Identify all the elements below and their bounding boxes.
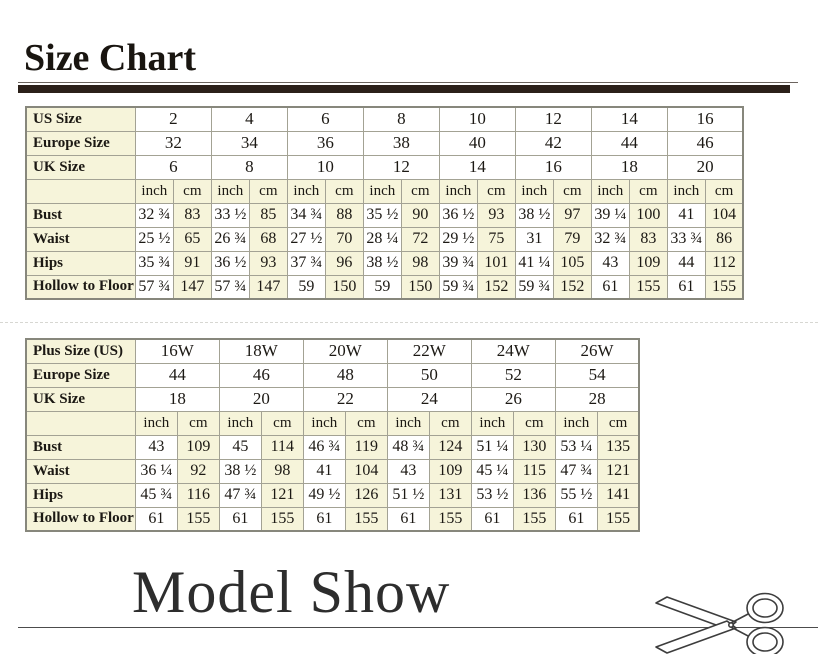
size-cell: 12 xyxy=(515,107,591,131)
unit-cm-cell: cm xyxy=(705,179,743,203)
size-row xyxy=(26,387,639,411)
inch-value-cell: 61 xyxy=(303,507,345,531)
unit-cm-cell: cm xyxy=(477,179,515,203)
size-cell: 34 xyxy=(211,131,287,155)
unit-inch-cell: inch xyxy=(135,179,173,203)
inch-value-cell: 55 ½ xyxy=(555,483,597,507)
size-cell: 42 xyxy=(515,131,591,155)
cm-value-cell: 121 xyxy=(597,459,639,483)
inch-value-cell: 39 ¾ xyxy=(439,251,477,275)
cm-value-cell: 155 xyxy=(597,507,639,531)
inch-value-cell: 57 ¾ xyxy=(135,275,173,299)
cm-value-cell: 65 xyxy=(173,227,211,251)
inch-value-cell: 45 xyxy=(219,435,261,459)
unit-cm-cell: cm xyxy=(401,179,439,203)
row-label: UK Size xyxy=(26,387,135,411)
unit-cm-cell: cm xyxy=(553,179,591,203)
size-cell: 32 xyxy=(135,131,211,155)
title-thick-rule xyxy=(18,85,790,93)
size-cell: 36 xyxy=(287,131,363,155)
size-cell: 44 xyxy=(591,131,667,155)
cm-value-cell: 147 xyxy=(249,275,287,299)
inch-value-cell: 61 xyxy=(135,507,177,531)
size-cell: 10 xyxy=(287,155,363,179)
measure-row xyxy=(26,483,639,507)
page-title: Size Chart xyxy=(24,37,197,79)
inch-value-cell: 59 ¾ xyxy=(515,275,553,299)
inch-value-cell: 61 xyxy=(387,507,429,531)
unit-row xyxy=(26,411,639,435)
cm-value-cell: 152 xyxy=(477,275,515,299)
size-cell: 44 xyxy=(135,363,219,387)
inch-value-cell: 32 ¾ xyxy=(135,203,173,227)
inch-value-cell: 47 ¾ xyxy=(555,459,597,483)
size-cell: 16W xyxy=(135,339,219,363)
size-cell: 14 xyxy=(591,107,667,131)
cm-value-cell: 155 xyxy=(629,275,667,299)
inch-value-cell: 46 ¾ xyxy=(303,435,345,459)
inch-value-cell: 31 xyxy=(515,227,553,251)
cm-value-cell: 92 xyxy=(177,459,219,483)
size-cell: 8 xyxy=(363,107,439,131)
inch-value-cell: 45 ¼ xyxy=(471,459,513,483)
row-label xyxy=(26,179,135,203)
unit-inch-cell: inch xyxy=(303,411,345,435)
unit-inch-cell: inch xyxy=(515,179,553,203)
inch-value-cell: 59 xyxy=(287,275,325,299)
inch-value-cell: 39 ¼ xyxy=(591,203,629,227)
inch-value-cell: 53 ½ xyxy=(471,483,513,507)
cm-value-cell: 86 xyxy=(705,227,743,251)
cm-value-cell: 150 xyxy=(401,275,439,299)
measure-row xyxy=(26,459,639,483)
size-cell: 26 xyxy=(471,387,555,411)
cm-value-cell: 105 xyxy=(553,251,591,275)
inch-value-cell: 61 xyxy=(471,507,513,531)
size-cell: 18 xyxy=(591,155,667,179)
inch-value-cell: 51 ¼ xyxy=(471,435,513,459)
size-cell: 22W xyxy=(387,339,471,363)
measure-row xyxy=(26,275,743,299)
unit-cm-cell: cm xyxy=(429,411,471,435)
size-row xyxy=(26,131,743,155)
size-cell: 12 xyxy=(363,155,439,179)
inch-value-cell: 28 ¼ xyxy=(363,227,401,251)
cm-value-cell: 98 xyxy=(401,251,439,275)
scissors-icon xyxy=(652,592,802,654)
inch-value-cell: 57 ¾ xyxy=(211,275,249,299)
unit-row xyxy=(26,179,743,203)
plus-size-table xyxy=(25,338,640,532)
row-label: Europe Size xyxy=(26,131,135,155)
size-cell: 16 xyxy=(667,107,743,131)
size-cell: 8 xyxy=(211,155,287,179)
cm-value-cell: 152 xyxy=(553,275,591,299)
cm-value-cell: 141 xyxy=(597,483,639,507)
cm-value-cell: 135 xyxy=(597,435,639,459)
unit-inch-cell: inch xyxy=(471,411,513,435)
size-cell: 54 xyxy=(555,363,639,387)
inch-value-cell: 36 ¼ xyxy=(135,459,177,483)
unit-cm-cell: cm xyxy=(261,411,303,435)
cm-value-cell: 130 xyxy=(513,435,555,459)
inch-value-cell: 51 ½ xyxy=(387,483,429,507)
unit-cm-cell: cm xyxy=(629,179,667,203)
inch-value-cell: 48 ¾ xyxy=(387,435,429,459)
cm-value-cell: 85 xyxy=(249,203,287,227)
cm-value-cell: 109 xyxy=(629,251,667,275)
cm-value-cell: 96 xyxy=(325,251,363,275)
unit-cm-cell: cm xyxy=(513,411,555,435)
inch-value-cell: 47 ¾ xyxy=(219,483,261,507)
row-label: Bust xyxy=(26,203,135,227)
measure-row xyxy=(26,251,743,275)
row-label: UK Size xyxy=(26,155,135,179)
unit-inch-cell: inch xyxy=(287,179,325,203)
inch-value-cell: 61 xyxy=(219,507,261,531)
cm-value-cell: 68 xyxy=(249,227,287,251)
cm-value-cell: 126 xyxy=(345,483,387,507)
row-label: US Size xyxy=(26,107,135,131)
size-cell: 52 xyxy=(471,363,555,387)
size-row xyxy=(26,155,743,179)
cm-value-cell: 101 xyxy=(477,251,515,275)
table-separator xyxy=(0,322,818,323)
model-show-title: Model Show xyxy=(132,559,451,625)
unit-cm-cell: cm xyxy=(177,411,219,435)
unit-inch-cell: inch xyxy=(439,179,477,203)
cm-value-cell: 115 xyxy=(513,459,555,483)
unit-inch-cell: inch xyxy=(363,179,401,203)
cm-value-cell: 114 xyxy=(261,435,303,459)
inch-value-cell: 45 ¾ xyxy=(135,483,177,507)
inch-value-cell: 32 ¾ xyxy=(591,227,629,251)
unit-cm-cell: cm xyxy=(345,411,387,435)
inch-value-cell: 25 ½ xyxy=(135,227,173,251)
cm-value-cell: 97 xyxy=(553,203,591,227)
size-cell: 20 xyxy=(219,387,303,411)
cm-value-cell: 136 xyxy=(513,483,555,507)
unit-cm-cell: cm xyxy=(597,411,639,435)
row-label: Europe Size xyxy=(26,363,135,387)
cm-value-cell: 147 xyxy=(173,275,211,299)
standard-size-table xyxy=(25,106,744,300)
inch-value-cell: 26 ¾ xyxy=(211,227,249,251)
size-cell: 50 xyxy=(387,363,471,387)
inch-value-cell: 41 xyxy=(303,459,345,483)
cm-value-cell: 91 xyxy=(173,251,211,275)
cm-value-cell: 72 xyxy=(401,227,439,251)
row-label: Hips xyxy=(26,483,135,507)
size-cell: 38 xyxy=(363,131,439,155)
size-cell: 46 xyxy=(667,131,743,155)
title-thin-rule xyxy=(18,82,798,83)
inch-value-cell: 36 ½ xyxy=(211,251,249,275)
cm-value-cell: 119 xyxy=(345,435,387,459)
size-cell: 10 xyxy=(439,107,515,131)
unit-cm-cell: cm xyxy=(325,179,363,203)
unit-cm-cell: cm xyxy=(173,179,211,203)
unit-inch-cell: inch xyxy=(555,411,597,435)
inch-value-cell: 61 xyxy=(667,275,705,299)
size-row xyxy=(26,363,639,387)
cm-value-cell: 155 xyxy=(705,275,743,299)
inch-value-cell: 43 xyxy=(135,435,177,459)
cm-value-cell: 155 xyxy=(513,507,555,531)
unit-cm-cell: cm xyxy=(249,179,287,203)
size-cell: 28 xyxy=(555,387,639,411)
row-label: Waist xyxy=(26,227,135,251)
inch-value-cell: 33 ¾ xyxy=(667,227,705,251)
size-cell: 18W xyxy=(219,339,303,363)
unit-inch-cell: inch xyxy=(211,179,249,203)
inch-value-cell: 61 xyxy=(555,507,597,531)
cm-value-cell: 104 xyxy=(345,459,387,483)
cm-value-cell: 70 xyxy=(325,227,363,251)
row-label: Plus Size (US) xyxy=(26,339,135,363)
cm-value-cell: 155 xyxy=(261,507,303,531)
inch-value-cell: 41 ¼ xyxy=(515,251,553,275)
cm-value-cell: 83 xyxy=(173,203,211,227)
inch-value-cell: 35 ½ xyxy=(363,203,401,227)
row-label: Waist xyxy=(26,459,135,483)
inch-value-cell: 38 ½ xyxy=(515,203,553,227)
size-cell: 24W xyxy=(471,339,555,363)
row-label: Hips xyxy=(26,251,135,275)
inch-value-cell: 59 ¾ xyxy=(439,275,477,299)
cm-value-cell: 100 xyxy=(629,203,667,227)
cm-value-cell: 75 xyxy=(477,227,515,251)
inch-value-cell: 29 ½ xyxy=(439,227,477,251)
cm-value-cell: 150 xyxy=(325,275,363,299)
unit-inch-cell: inch xyxy=(219,411,261,435)
cm-value-cell: 124 xyxy=(429,435,471,459)
row-label: Hollow to Floor xyxy=(26,507,135,531)
unit-inch-cell: inch xyxy=(387,411,429,435)
inch-value-cell: 59 xyxy=(363,275,401,299)
size-cell: 26W xyxy=(555,339,639,363)
inch-value-cell: 33 ½ xyxy=(211,203,249,227)
size-row xyxy=(26,339,639,363)
measure-row xyxy=(26,227,743,251)
size-cell: 24 xyxy=(387,387,471,411)
size-cell: 18 xyxy=(135,387,219,411)
size-row xyxy=(26,107,743,131)
measure-row xyxy=(26,507,639,531)
measure-row xyxy=(26,203,743,227)
cm-value-cell: 104 xyxy=(705,203,743,227)
inch-value-cell: 61 xyxy=(591,275,629,299)
cm-value-cell: 112 xyxy=(705,251,743,275)
inch-value-cell: 49 ½ xyxy=(303,483,345,507)
size-cell: 46 xyxy=(219,363,303,387)
row-label xyxy=(26,411,135,435)
cm-value-cell: 109 xyxy=(177,435,219,459)
cm-value-cell: 116 xyxy=(177,483,219,507)
unit-inch-cell: inch xyxy=(591,179,629,203)
size-cell: 40 xyxy=(439,131,515,155)
size-cell: 48 xyxy=(303,363,387,387)
inch-value-cell: 53 ¼ xyxy=(555,435,597,459)
inch-value-cell: 27 ½ xyxy=(287,227,325,251)
size-cell: 16 xyxy=(515,155,591,179)
cm-value-cell: 93 xyxy=(477,203,515,227)
inch-value-cell: 34 ¾ xyxy=(287,203,325,227)
cm-value-cell: 79 xyxy=(553,227,591,251)
row-label: Bust xyxy=(26,435,135,459)
cm-value-cell: 93 xyxy=(249,251,287,275)
inch-value-cell: 37 ¾ xyxy=(287,251,325,275)
unit-inch-cell: inch xyxy=(135,411,177,435)
size-cell: 6 xyxy=(135,155,211,179)
cm-value-cell: 121 xyxy=(261,483,303,507)
size-cell: 4 xyxy=(211,107,287,131)
cm-value-cell: 131 xyxy=(429,483,471,507)
inch-value-cell: 38 ½ xyxy=(219,459,261,483)
cm-value-cell: 155 xyxy=(345,507,387,531)
cm-value-cell: 98 xyxy=(261,459,303,483)
size-cell: 20 xyxy=(667,155,743,179)
size-cell: 14 xyxy=(439,155,515,179)
cm-value-cell: 109 xyxy=(429,459,471,483)
inch-value-cell: 41 xyxy=(667,203,705,227)
inch-value-cell: 38 ½ xyxy=(363,251,401,275)
size-cell: 6 xyxy=(287,107,363,131)
inch-value-cell: 35 ¾ xyxy=(135,251,173,275)
inch-value-cell: 36 ½ xyxy=(439,203,477,227)
cm-value-cell: 155 xyxy=(429,507,471,531)
size-cell: 22 xyxy=(303,387,387,411)
inch-value-cell: 44 xyxy=(667,251,705,275)
size-cell: 20W xyxy=(303,339,387,363)
inch-value-cell: 43 xyxy=(387,459,429,483)
cm-value-cell: 90 xyxy=(401,203,439,227)
inch-value-cell: 43 xyxy=(591,251,629,275)
cm-value-cell: 88 xyxy=(325,203,363,227)
size-cell: 2 xyxy=(135,107,211,131)
measure-row xyxy=(26,435,639,459)
unit-inch-cell: inch xyxy=(667,179,705,203)
cm-value-cell: 83 xyxy=(629,227,667,251)
cm-value-cell: 155 xyxy=(177,507,219,531)
row-label: Hollow to Floor xyxy=(26,275,135,299)
